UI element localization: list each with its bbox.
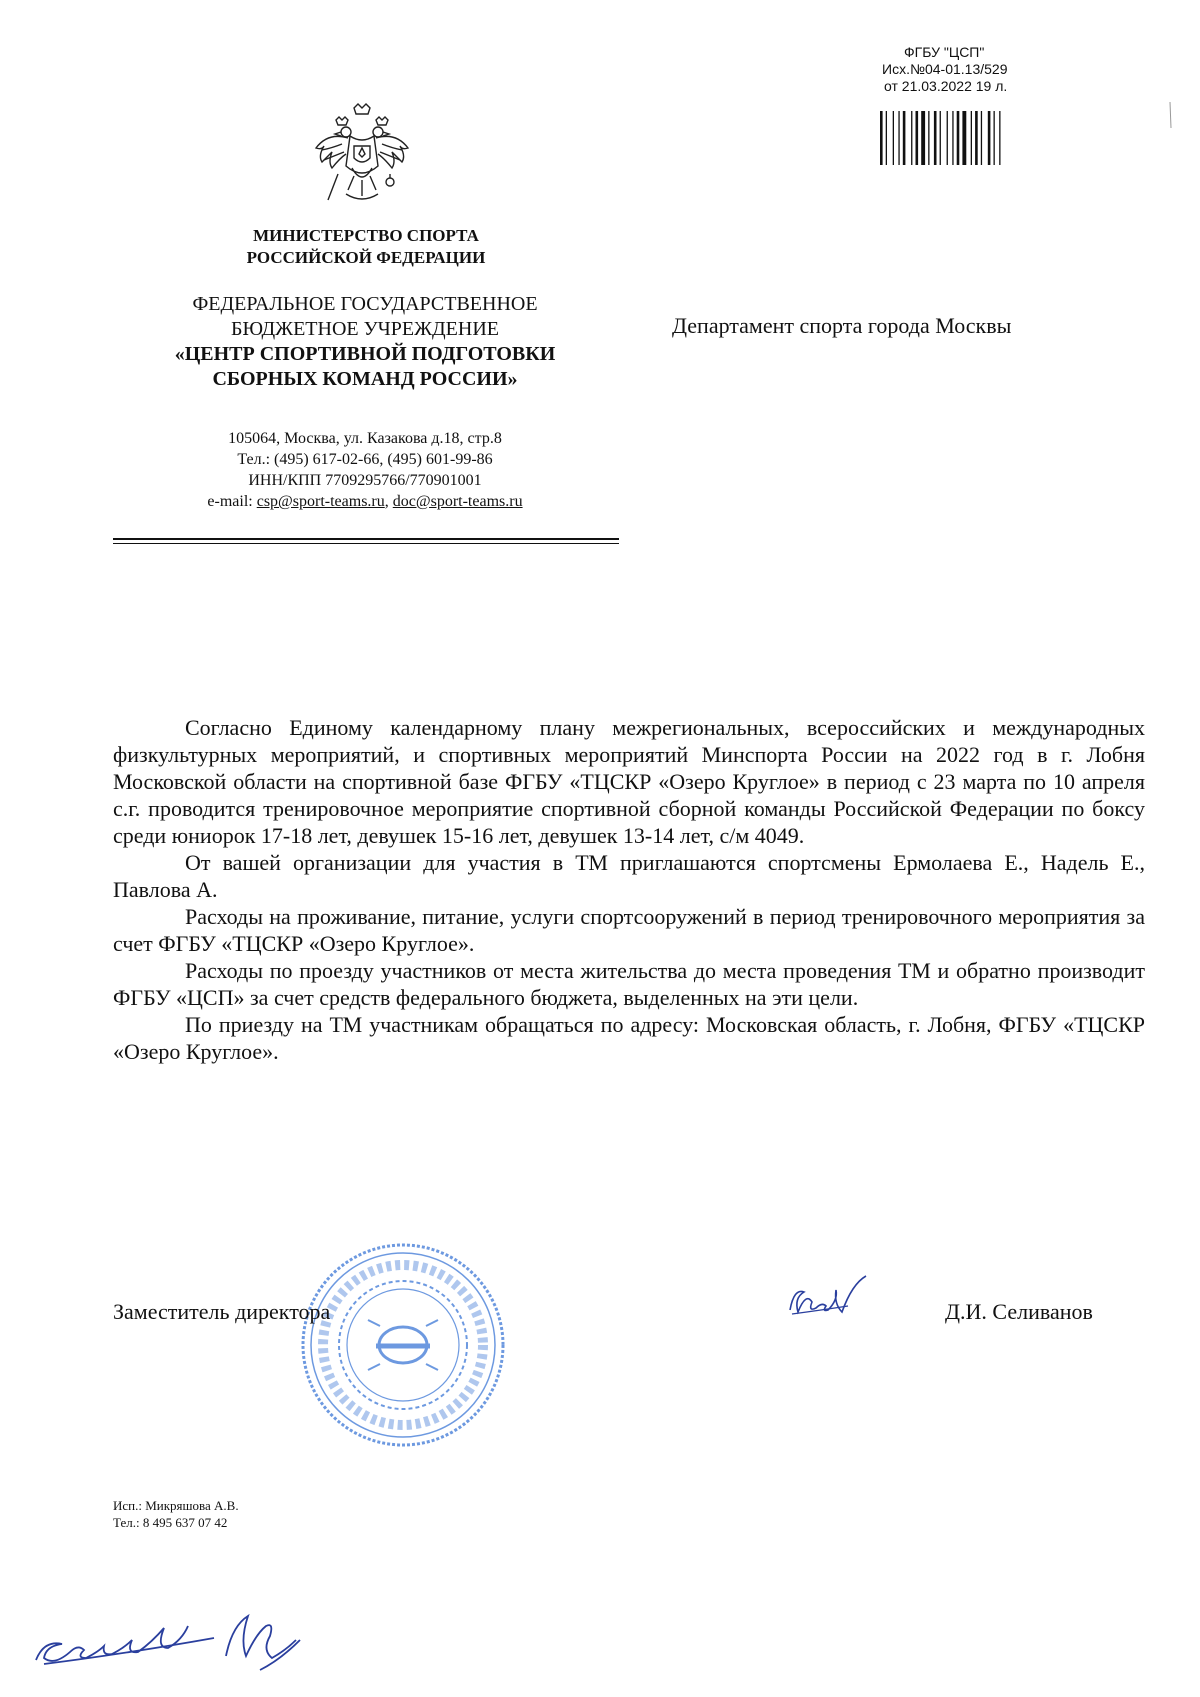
executor-info: [113, 1497, 239, 1531]
paragraph-3: Расходы на проживание, питание, услуги спортсооружений в период тренировочного мероприятия за счет ФГБУ «ТЦСКР «Озеро Круглое».: [113, 904, 1145, 956]
ministry-line-2: РОССИЙСКОЙ ФЕДЕРАЦИИ: [246, 248, 486, 267]
paragraph-5: По приезду на ТМ участникам обращаться по адресу: Московская область, г. Лобня, ФГБУ «ТЦСКР «Озеро Круглое».: [113, 1012, 1145, 1064]
org-line-3: «ЦЕНТР СПОРТИВНОЙ ПОДГОТОВКИ: [174, 343, 556, 365]
barcode-bar: [947, 111, 948, 165]
barcode-bar: [911, 111, 912, 165]
barcode-bar: [898, 111, 899, 165]
header-divider-thick: [113, 538, 619, 540]
org-email: [120, 491, 610, 512]
email-link-csp[interactable]: csp@sport-teams.ru: [256, 493, 385, 510]
paragraph-4: Расходы по проезду участников от места жительства до места проведения ТМ и обратно производит ФГБУ «ЦСП» за счет средств федерального бюджета, выделенных на эти цели.: [113, 958, 1145, 1010]
email-link-doc[interactable]: doc@sport-teams.ru: [392, 493, 523, 510]
header-divider-thin: [113, 543, 619, 544]
org-line-2: БЮДЖЕТНОЕ УЧРЕЖДЕНИЕ: [230, 318, 500, 340]
barcode-bar: [994, 111, 995, 165]
signatory-title: Заместитель директора: [113, 1299, 331, 1324]
paragraph-2: От вашей организации для участия в ТМ приглашаются спортсмены Ермолаева Е., Надель Е., Павлова А.: [113, 850, 1145, 902]
letter-body: [113, 714, 1145, 1065]
barcode-bar: [903, 111, 906, 165]
org-line-4: СБОРНЫХ КОМАНД РОССИИ»: [212, 368, 518, 390]
org-phone: Тел.: (495) 617-02-66, (495) 601-99-86: [237, 451, 493, 468]
org-address: 105064, Москва, ул. Казакова д.18, стр.8: [228, 430, 502, 447]
barcode-bar: [886, 111, 887, 165]
email-separator: ,: [384, 493, 393, 510]
barcode-bar: [940, 111, 941, 165]
organization-name: [110, 292, 620, 392]
barcode-bar: [975, 111, 978, 165]
margin-mark-icon: [1166, 100, 1174, 130]
registration-date: от 21.03.2022 19 л.: [884, 78, 1008, 94]
email-label: e-mail:: [207, 493, 257, 510]
org-inn: ИНН/КПП 7709295766/770901001: [248, 472, 482, 489]
ministry-name: [186, 225, 546, 269]
barcode-bar: [916, 111, 919, 165]
ministry-line-1: МИНИСТЕРСТВО СПОРТА: [253, 226, 479, 245]
addressee: Департамент спорта города Москвы: [672, 313, 1012, 338]
handwritten-signature-icon: [780, 1270, 880, 1330]
signatory-name: Д.И. Селиванов: [945, 1299, 1093, 1324]
coat-of-arms-icon: [310, 102, 414, 214]
barcode-bar: [957, 111, 960, 165]
barcode-bar: [981, 111, 982, 165]
barcode-bar: [999, 111, 1000, 165]
executor-phone: Тел.: 8 495 637 07 42: [113, 1515, 228, 1530]
contact-block: [120, 428, 610, 512]
barcode-bar: [988, 111, 991, 165]
barcode-bar: [880, 111, 883, 165]
barcode-bar: [934, 111, 937, 165]
barcode-bar: [928, 111, 929, 165]
barcode-bar: [971, 111, 972, 165]
barcode-bar: [921, 111, 925, 165]
barcode-bar: [952, 111, 953, 165]
barcode: [878, 111, 1028, 165]
barcode-bar: [962, 111, 966, 165]
bottom-handwritten-mark-icon: [30, 1600, 370, 1680]
registration-stamp: [870, 44, 1040, 95]
official-seal-icon: [298, 1240, 508, 1450]
barcode-bar: [893, 111, 894, 165]
paragraph-1: Согласно Единому календарному плану межрегиональных, всероссийских и международных физкультурных мероприятий, и спортивных мероприятий Минспорта России на 2022 год в г. Лобня Московской области на спортивной базе ФГБУ «ТЦСКР «Озеро Круглое» в период с 23 марта по 10 апреля с.г. проводится тренировочное мероприятие спортивной сборной команды Российской Федерации по боксу среди юниорок 17-18 лет, девушек 15-16 лет, девушек 13-14 лет, с/м 4049.: [113, 715, 1145, 848]
registration-org: ФГБУ "ЦСП": [904, 44, 985, 60]
org-line-1: ФЕДЕРАЛЬНОЕ ГОСУДАРСТВЕННОЕ: [192, 293, 538, 315]
executor-name: Исп.: Микряшова А.В.: [113, 1498, 239, 1513]
registration-number: Исх.№04-01.13/529: [882, 61, 1008, 77]
